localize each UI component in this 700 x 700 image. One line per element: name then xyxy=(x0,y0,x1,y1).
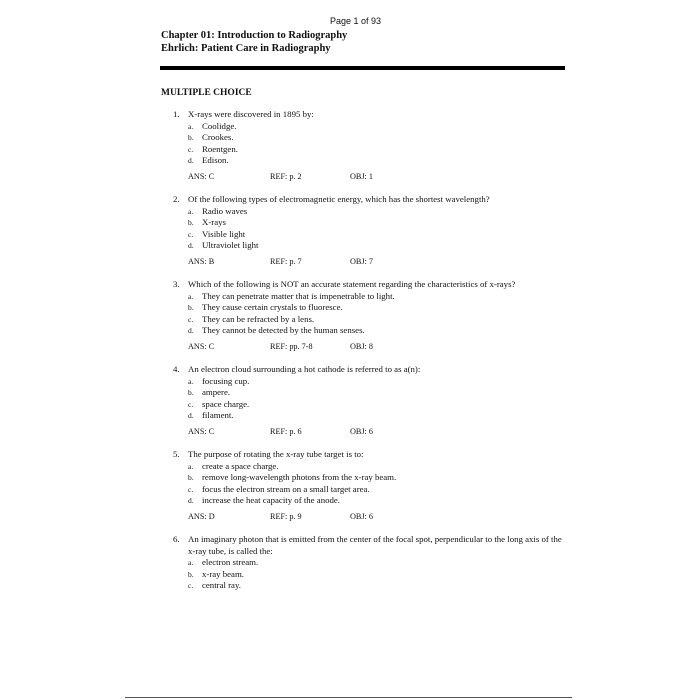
answer-meta xyxy=(188,511,568,523)
answer-options xyxy=(188,291,568,337)
option-letter: b. xyxy=(188,388,194,398)
option-b xyxy=(188,132,568,144)
option-letter: d. xyxy=(188,156,194,166)
chapter-title: Chapter 01: Introduction to Radiography xyxy=(161,30,348,41)
question-stem: An imaginary photon that is emitted from the center of the focal spot, perpendicular to the long axis of the x-ray tube, is called the: xyxy=(188,534,562,556)
option-letter: d. xyxy=(188,411,194,421)
answer-options xyxy=(188,206,568,252)
question-2 xyxy=(173,194,568,268)
question-stem: Which of the following is NOT an accurate statement regarding the characteristics of x-rays? xyxy=(188,279,516,289)
option-letter: b. xyxy=(188,133,194,143)
option-text: create a space charge. xyxy=(202,460,279,471)
question-6 xyxy=(173,534,568,592)
reference: REF: pp. 7-8 xyxy=(270,341,313,351)
reference: REF: p. 7 xyxy=(270,256,302,266)
answer-meta xyxy=(188,171,568,183)
option-b xyxy=(188,217,568,229)
question-5 xyxy=(173,449,568,523)
option-text: central ray. xyxy=(202,580,241,591)
option-letter: c. xyxy=(188,581,194,591)
option-c xyxy=(188,399,568,411)
option-letter: a. xyxy=(188,558,194,568)
option-c xyxy=(188,314,568,326)
option-a xyxy=(188,557,568,569)
option-text: x-ray beam. xyxy=(202,568,245,579)
option-text: Edison. xyxy=(202,155,229,166)
question-number: 6. xyxy=(173,534,180,544)
objective: OBJ: 7 xyxy=(350,256,373,266)
option-text: focus the electron stream on a small target area. xyxy=(202,483,370,494)
option-letter: b. xyxy=(188,303,194,313)
option-b xyxy=(188,472,568,484)
objective: OBJ: 6 xyxy=(350,426,373,436)
question-stem: The purpose of rotating the x-ray tube target is to: xyxy=(188,449,364,459)
reference: REF: p. 2 xyxy=(270,171,302,181)
option-text: X-rays xyxy=(202,217,226,228)
option-c xyxy=(188,484,568,496)
option-text: Visible light xyxy=(202,228,246,239)
question-1 xyxy=(173,109,568,183)
option-d xyxy=(188,240,568,252)
option-letter: a. xyxy=(188,376,194,386)
option-a xyxy=(188,121,568,133)
objective: OBJ: 8 xyxy=(350,341,373,351)
question-4 xyxy=(173,364,568,438)
option-text: They can penetrate matter that is impenetrable to light. xyxy=(202,290,395,301)
question-stem: X-rays were discovered in 1895 by: xyxy=(188,109,314,119)
option-d xyxy=(188,155,568,167)
answer-options xyxy=(188,121,568,167)
objective: OBJ: 1 xyxy=(350,171,373,181)
option-letter: c. xyxy=(188,314,194,324)
answer-meta xyxy=(188,341,568,353)
option-c xyxy=(188,580,568,592)
option-b xyxy=(188,569,568,581)
question-number: 5. xyxy=(173,449,180,459)
question-number: 3. xyxy=(173,279,180,289)
option-text: Coolidge. xyxy=(202,120,237,131)
answer-options xyxy=(188,461,568,507)
answer-key: ANS: C xyxy=(188,341,215,351)
option-letter: d. xyxy=(188,241,194,251)
option-d xyxy=(188,325,568,337)
option-a xyxy=(188,206,568,218)
option-letter: a. xyxy=(188,461,194,471)
option-text: Roentgen. xyxy=(202,143,238,154)
answer-key: ANS: B xyxy=(188,256,215,266)
option-letter: c. xyxy=(188,229,194,239)
answer-options xyxy=(188,376,568,422)
reference: REF: p. 9 xyxy=(270,511,302,521)
option-text: ampere. xyxy=(202,387,231,398)
option-text: Ultraviolet light xyxy=(202,240,259,251)
option-letter: a. xyxy=(188,121,194,131)
option-letter: c. xyxy=(188,399,194,409)
answer-key: ANS: C xyxy=(188,171,215,181)
option-text: space charge. xyxy=(202,398,250,409)
option-letter: d. xyxy=(188,496,194,506)
option-a xyxy=(188,461,568,473)
option-b xyxy=(188,302,568,314)
question-stem: Of the following types of electromagnetic energy, which has the shortest wavelength? xyxy=(188,194,490,204)
option-text: Radio waves xyxy=(202,205,248,216)
option-a xyxy=(188,291,568,303)
option-text: filament. xyxy=(202,410,234,421)
question-3 xyxy=(173,279,568,353)
option-text: increase the heat capacity of the anode. xyxy=(202,495,340,506)
question-number: 2. xyxy=(173,194,180,204)
option-letter: b. xyxy=(188,473,194,483)
reference: REF: p. 6 xyxy=(270,426,302,436)
option-letter: b. xyxy=(188,218,194,228)
option-c xyxy=(188,144,568,156)
option-text: They can be refracted by a lens. xyxy=(202,313,315,324)
option-letter: a. xyxy=(188,291,194,301)
answer-key: ANS: D xyxy=(188,511,215,521)
option-letter: d. xyxy=(188,326,194,336)
option-letter: a. xyxy=(188,206,194,216)
answer-meta xyxy=(188,256,568,268)
option-d xyxy=(188,410,568,422)
objective: OBJ: 6 xyxy=(350,511,373,521)
option-a xyxy=(188,376,568,388)
book-title: Ehrlich: Patient Care in Radiography xyxy=(161,43,331,54)
question-number: 1. xyxy=(173,109,180,119)
question-number: 4. xyxy=(173,364,180,374)
page-bottom-divider xyxy=(125,697,572,698)
option-d xyxy=(188,495,568,507)
answer-key: ANS: C xyxy=(188,426,215,436)
option-text: They cannot be detected by the human senses. xyxy=(202,325,365,336)
option-letter: c. xyxy=(188,484,194,494)
answer-meta xyxy=(188,426,568,438)
answer-options xyxy=(188,557,568,592)
option-b xyxy=(188,387,568,399)
question-stem: An electron cloud surrounding a hot cathode is referred to as a(n): xyxy=(188,364,421,374)
option-text: focusing cup. xyxy=(202,375,250,386)
option-text: They cause certain crystals to fluoresce. xyxy=(202,302,343,313)
option-letter: b. xyxy=(188,569,194,579)
header-divider xyxy=(160,66,565,70)
option-text: remove long-wavelength photons from the x-ray beam. xyxy=(202,472,397,483)
section-heading: MULTIPLE CHOICE xyxy=(161,88,252,98)
option-text: electron stream. xyxy=(202,557,259,568)
option-letter: c. xyxy=(188,144,194,154)
option-c xyxy=(188,229,568,241)
option-text: Crookes. xyxy=(202,132,234,143)
page-number: Page 1 of 93 xyxy=(330,16,382,26)
